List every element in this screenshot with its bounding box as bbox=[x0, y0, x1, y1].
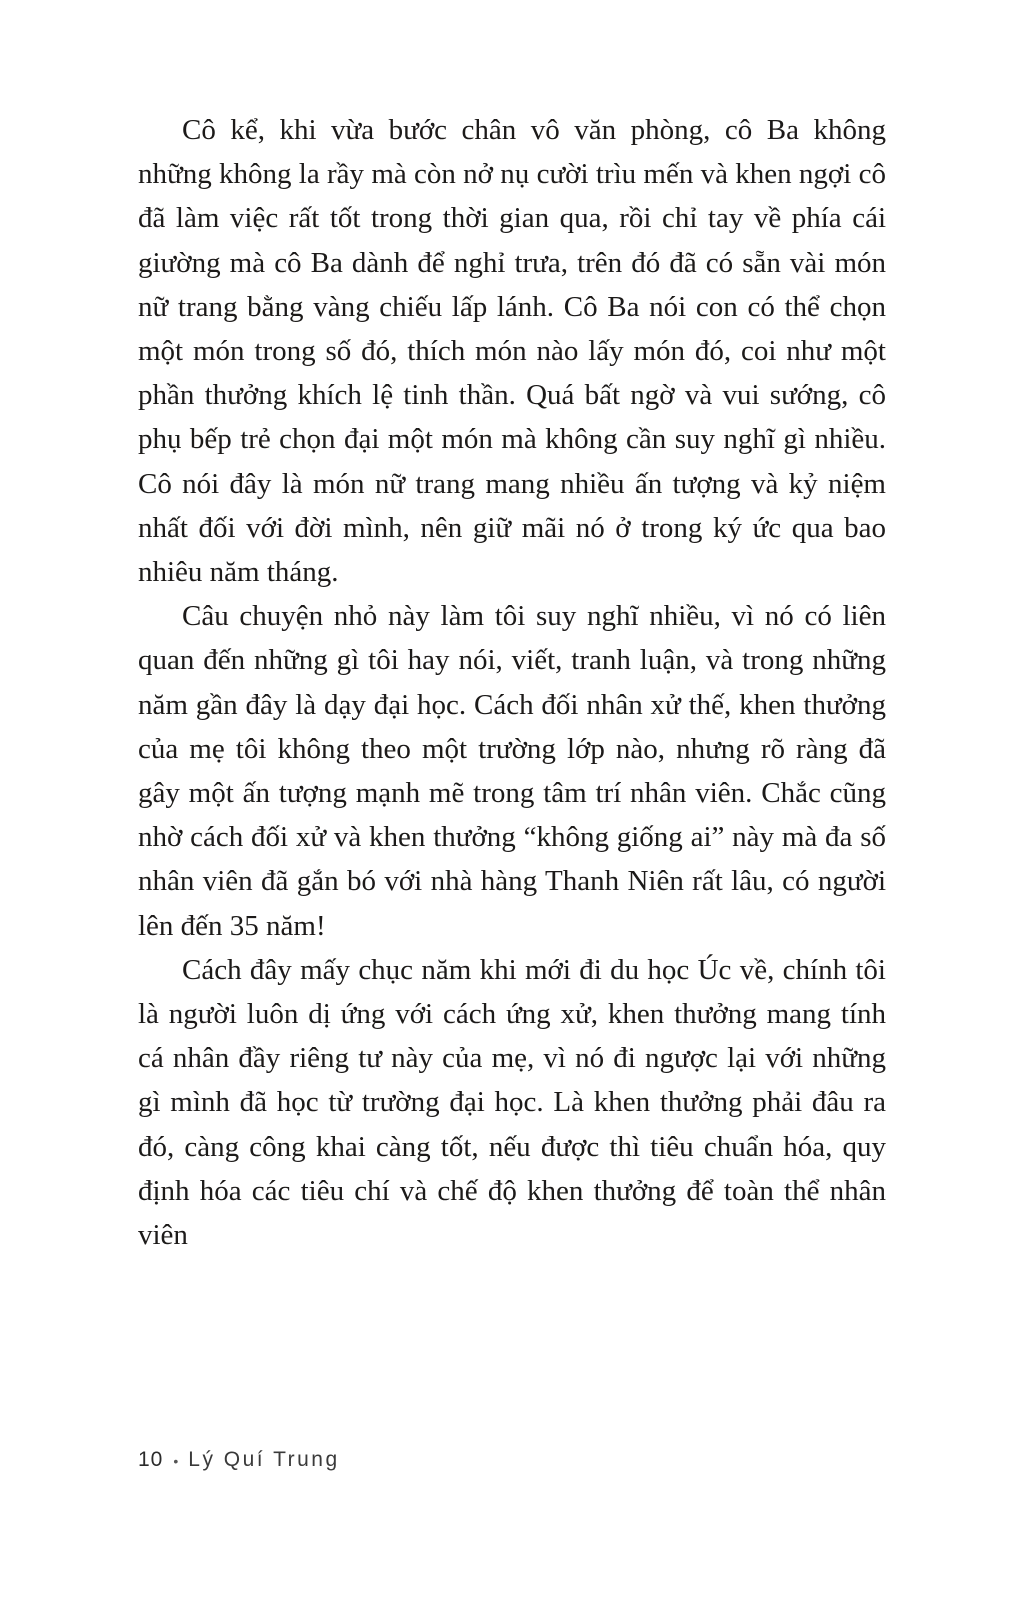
author-name: Lý Quí Trung bbox=[188, 1448, 340, 1471]
page-number: 10 bbox=[138, 1448, 164, 1471]
paragraph-2: Câu chuyện nhỏ này làm tôi suy nghĩ nhiều, vì nó có liên quan đến những gì tôi hay nói, viết, tranh luận, và trong những năm gần đây là dạy đại học. Cách đối nhân xử thế, khen thưởng của mẹ tôi không theo một trường lớp nào, nhưng rõ ràng đã gây một ấn tượng mạnh mẽ trong tâm trí nhân viên. Chắc cũng nhờ cách đối xử và khen thưởng “không giống ai” này mà đa số nhân viên đã gắn bó với nhà hàng Thanh Niên rất lâu, có người lên đến 35 năm! bbox=[138, 600, 886, 942]
page-text bbox=[138, 108, 886, 1257]
paragraph-3: Cách đây mấy chục năm khi mới đi du học Úc về, chính tôi là người luôn dị ứng với cách ứng xử, khen thưởng mang tính cá nhân đầy riêng tư này của mẹ, vì nó đi ngược lại với những gì mình đã học từ trường đại học. Là khen thưởng phải đâu ra đó, càng công khai càng tốt, nếu được thì tiêu chuẩn hóa, quy định hóa các tiêu chí và chế độ khen thưởng để toàn thể nhân viên bbox=[138, 953, 886, 1252]
paragraph-1: Cô kể, khi vừa bước chân vô văn phòng, cô Ba không những không la rầy mà còn nở nụ cười trìu mến và khen ngợi cô đã làm việc rất tốt trong thời gian qua, rồi chỉ tay về phía cái giường mà cô Ba dành để nghỉ trưa, trên đó đã có sẵn vài món nữ trang bằng vàng chiếu lấp lánh. Cô Ba nói con có thể chọn một món trong số đó, thích món nào lấy món đó, coi như một phần thưởng khích lệ tinh thần. Quá bất ngờ và vui sướng, cô phụ bếp trẻ chọn đại một món mà không cần suy nghĩ gì nhiều. Cô nói đây là món nữ trang mang nhiều ấn tượng và kỷ niệm nhất đối với đời mình, nên giữ mãi nó ở trong ký ức qua bao nhiêu năm tháng. bbox=[138, 114, 886, 589]
footer-separator: • bbox=[173, 1453, 179, 1469]
page-footer bbox=[138, 1448, 340, 1472]
